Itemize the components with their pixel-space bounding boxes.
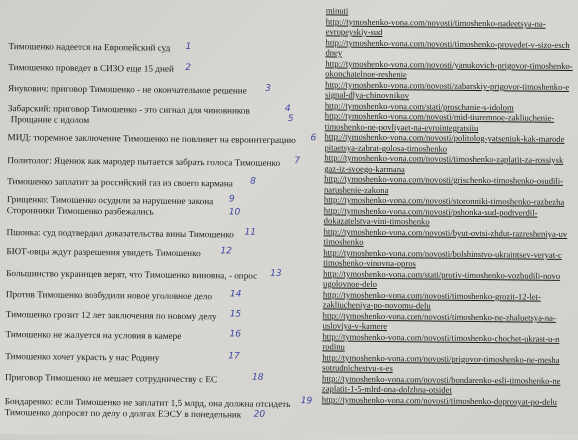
article-title: Пшонка: суд подтвердил доказательства вины Тимошенко [6,227,234,240]
article-title: Сторонники Тимошенко разбежались [6,205,154,217]
url-line: http://tymoshenko-vona.com/novosti/timoshenko-doprosyat-po-delu [321,394,557,407]
handwritten-number: 12 [220,246,232,257]
article-title: Тимошенко заплатит за российский газ из своего кармана [7,176,233,189]
url-line: sotrudnichestvu-s-es [322,362,393,374]
url-line: timoshenko-vinovna-opros [323,257,416,269]
url-line: http://tymoshenko-vona.com/novosti/pshonka-sud-podtverdil- [323,205,538,218]
url-line: evropeyskiy-sud [325,26,383,38]
url-line: http://tymoshenko-vona.com/novosti/byut-ovtsi-zhdut-razresheniya-uv [323,226,568,239]
handwritten-number: 13 [270,268,282,279]
handwritten-number: 16 [229,329,242,340]
url-line: timoshenko-ne-povliyaet-na-evrointegratsiiu [324,121,479,134]
article-title: Тимошенко надеется на Европейский суд [8,41,171,53]
url-line: narushenie-zakona [323,184,389,196]
article-title: БЮТ-овцы ждут разрешения увидеть Тимошенко [6,246,201,259]
article-title: Тимошенко проведет в СИЗО еще 15 дней [8,62,174,74]
url-line: gaz-iz-svoego-karmana [324,163,405,175]
article-title: Бондаренко: если Тимошенко не заплатит 1,5 млрд, она должна отсидеть [4,396,291,410]
article-title: МИД: тюремное заключение Тимошенко не повлияет на евроинтеграцию [7,132,296,146]
handwritten-number: 7 [294,156,301,167]
article-title: Политолог: Яценюк как мародер пытается забрать голоса Тимошенко [7,155,281,168]
article-title: Тимошенко не жалуется на условия в камере [5,329,182,341]
article-title: Тимошенко допросят по делу о долгах ЕЭСУ в понедельник [4,407,242,420]
url-line: http://tymoshenko-vona.com/novosti/bondarenko-esli-timoshenko-ne [322,373,561,386]
url-line: http://tymoshenko-vona.com/novosti/grischenko-timoshenko-osudili- [324,173,564,186]
handwritten-number: 18 [252,372,264,383]
url-line: okonchatelnoe-reshenie [325,68,407,80]
handwritten-number: 20 [253,409,266,420]
url-line: http://tymoshenko-vona.com/stati/proschanie-s-idolom [324,100,514,113]
url-line: http://tymoshenko-vona.com/novosti/timoshenko-ne-zhaluetsya-na- [322,310,556,323]
url-line: http://tymoshenko-vona.com/novosti/timoshenko-provedet-v-sizo-esch [325,37,570,50]
url-line: http://tymoshenko-vona.com/novosti/politolog-yatseniuk-kak-marode [324,131,565,144]
url-line: pitaetsya-zabrat-golosa-timoshenko [324,142,448,154]
handwritten-number: 17 [228,351,240,362]
article-title: Большинство украинцев верят, что Тимошенко виновна, - опрос [6,268,258,281]
url-line: timoshenko [323,236,364,247]
article-title: Приговор Тимошенко не мешает сотрудничеству с ЕС [4,372,218,385]
article-title: Грищенко: Тимошенко осудили за нарушение закона [6,194,214,207]
url-line: dney [325,47,343,58]
handwritten-number: 5 [287,114,294,125]
handwritten-number: 15 [229,309,242,320]
article-title: Янукович: приговор Тимошенко - не окончательное решение [8,83,247,96]
handwritten-number: 6 [310,133,317,144]
url-line: zakliucheniya-po-novomu-delu [322,299,431,311]
handwritten-number: 3 [265,83,271,94]
url-line: http://tymoshenko-vona.com/novosti/timoshenko-chochet-ukrast-u-n [322,331,560,344]
article-title: Против Тимошенко возбудили новое уголовное дело [5,289,213,302]
article-title: Забарский: приговор Тимошенко - это сигнал для чиновников [7,103,250,116]
handwritten-number: 10 [228,207,241,218]
handwritten-number: 4 [284,103,291,115]
url-line: minuti [325,5,349,16]
handwritten-number: 9 [228,194,235,205]
url-line: http://tymoshenko-vona.com/novosti/storonniki-timoshenko-razbezha [323,194,565,207]
handwritten-number: 19 [300,396,313,407]
url-line: http://tymoshenko-vona.com/novosti/timoshenko-nadeetsya-na- [325,16,546,29]
url-line: rodinu [322,341,345,352]
url-line: dokazatelstva-vini-timoshenko [323,215,430,227]
article-title: Прощание с идолом [10,114,90,125]
handwritten-number: 1 [185,41,192,53]
url-line: usloviya-v-kamere [322,320,388,332]
url-line: http://tymoshenko-vona.com/novosti/yanukovich-prigovor-timoshenko- [325,58,573,72]
url-line: http://tymoshenko-vona.com/novosti/mid-tiuremnoe-zakliuchenie- [324,110,555,123]
url-line: http://tymoshenko-vona.com/novosti/prigovor-timoshenko-ne-mesha [322,352,560,365]
url-line: ugolovnoe-delo [322,278,378,289]
article-title: Тимошенко хочет украсть у нас Родину [5,351,160,363]
handwritten-number: 14 [229,289,242,300]
url-line: zaplatit-1-5-mlrd-ona-dolzhna-otsidet [321,383,452,395]
url-line: signal-dlya-chinovnikov [324,89,410,101]
url-line: http://tymoshenko-vona.com/novosti/timoshenko-grozit-12-let- [322,289,541,302]
article-title: Тимошенко грозит 12 лет заключения по новому делу [5,309,217,322]
handwritten-number: 8 [250,176,256,187]
url-line: http://tymoshenko-vona.com/stati/protiv-timoshenko-vozbudili-novo [323,268,561,281]
handwritten-number: 2 [185,62,192,74]
url-line: http://tymoshenko-vona.com/novosti/zabarskiy-prigovor-timoshenko-e [325,79,570,92]
handwritten-number: 11 [244,227,257,238]
url-line: http://tymoshenko-vona.com/novosti/bolshinstvo-ukraintsev-veryat-c [323,247,562,260]
urls-column [310,3,578,440]
url-line: http://tymoshenko-vona.com/novosti/timoshenko-zaplatit-za-rossiysk [324,152,564,165]
